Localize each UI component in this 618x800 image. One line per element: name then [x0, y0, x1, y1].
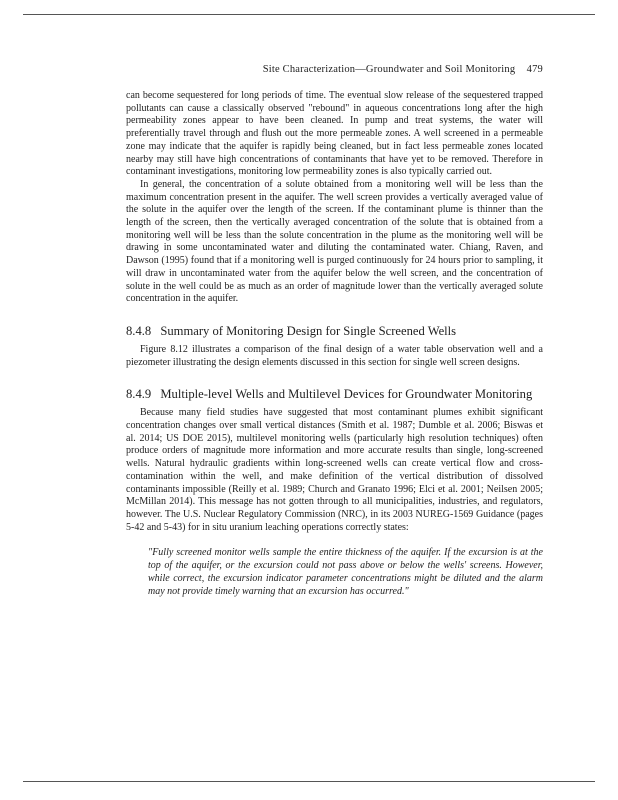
running-head: [126, 64, 543, 75]
section-number: 8.4.9: [126, 387, 152, 402]
paragraph-1: can become sequestered for long periods of time. The eventual slow release of the sequestered trapped pollutants can cause a classically observed "rebound" in aqueous concentrations long after the high permeability zones appear to have been cleaned. In pump and treat systems, the water will preferentially travel through and flush out the more permeable zones. A well screened in a permeable zone may indicate that the aquifer is rapidly being cleaned, but in fact less permeable zones located nearby may still have high concentrations of contaminants that have yet to be removed. Therefore in contaminant investigations, monitoring low permeability zones is also typically carried out.: [126, 90, 543, 178]
page-number: 479: [526, 64, 543, 75]
top-rule: [23, 14, 595, 15]
section-number: 8.4.8: [126, 323, 152, 338]
section-title: Multiple-level Wells and Multilevel Devices for Groundwater Monitoring: [160, 387, 533, 402]
running-title: Site Characterization—Groundwater and Soil Monitoring: [262, 64, 516, 75]
section-8-4-9-text: Because many field studies have suggested that most contaminant plumes exhibit significant concentration changes over small vertical distances (Smith et al. 1987; Dumble et al. 2006; Biswas et al. 2014; US DOE 2015), multilevel monitoring wells (particularly high resolution techniques) often produce orders of magnitude more information and more accurate results than single, long-screened wells. Natural hydraulic gradients within long-screened wells can create vertical flow and cross-contamination within the well, and make definition of the vertical distribution of dissolved contaminants impossible (Reilly et al. 1989; Church and Granato 1996; Elci et al. 2001; Neilsen 2005; McMillan 2014). This message has not gotten through to all municipalities, industries, and regulators, however. The U.S. Nuclear Regulatory Commission (NRC), in its 2003 NUREG-1569 Guidance (pages 5-42 and 5-43) for in situ uranium leaching operations correctly states:: [126, 407, 543, 533]
section-title: Summary of Monitoring Design for Single Screened Wells: [160, 323, 457, 338]
page-body: [126, 90, 543, 598]
bottom-rule: [23, 781, 595, 782]
section-8-4-8-text: Figure 8.12 illustrates a comparison of the final design of a water table observation well and a piezometer illustrating the design elements discussed in this section for single well screen designs.: [126, 343, 543, 368]
section-heading-8-4-8: [126, 324, 543, 339]
block-quote: "Fully screened monitor wells sample the entire thickness of the aquifer. If the excursion is at the top of the aquifer, or the excursion could not pass above or below the wells' screens. However, while correct, the excursion indicator parameter concentrations might be diluted and the alarm may not provide timely warning that an excursion has occurred.": [148, 547, 543, 597]
section-heading-8-4-9: [126, 387, 543, 402]
paragraph-2: In general, the concentration of a solute obtained from a monitoring well will be less than the maximum concentration present in the aquifer. The well screen provides a vertically averaged value of the solute in the aquifer over the length of the screen. If the contaminant plume is thinner than the length of the screen, then the vertically averaged concentration of the solute that is obtained from a monitoring well will be less than the solute concentration in the plume as the monitoring well will be drawing in some uncontaminated water and diluting the contaminated water. Chiang, Raven, and Dawson (1995) found that if a monitoring well is purged continuously for 24 hours prior to sampling, it will draw in uncontaminated water from the aquifer below the well screen, and the concentration of solute in the well could be as much as an order of magnitude lower than the vertically averaged solute concentration in the aquifer.: [126, 178, 543, 305]
